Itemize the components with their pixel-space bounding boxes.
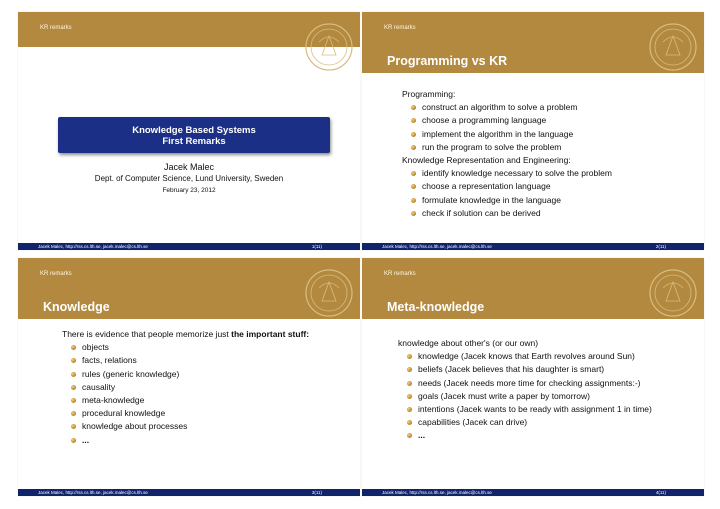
header-label: KR remarks bbox=[384, 271, 416, 277]
page-number: 2(11) bbox=[655, 244, 666, 249]
bullet-list bbox=[398, 350, 652, 442]
slide-title: Meta-knowledge bbox=[387, 300, 485, 314]
slide-3 bbox=[18, 258, 360, 496]
header-label: KR remarks bbox=[40, 271, 72, 277]
list-item: needs (Jacek needs more time for checking assignments:-) bbox=[398, 377, 652, 390]
list-item: knowledge (Jacek knows that Earth revolves around Sun) bbox=[398, 350, 652, 363]
slide-title: Programming vs KR bbox=[387, 54, 508, 68]
bullet-icon bbox=[71, 385, 76, 390]
bullet-icon bbox=[411, 211, 416, 216]
bullet-icon bbox=[411, 171, 416, 176]
slide-body bbox=[398, 337, 652, 443]
footer-author: Jacek Malec, http://rss.cs.lth.se, jacek.malec@cs.lth.se bbox=[382, 244, 492, 249]
footer-author: Jacek Malec, http://rss.cs.lth.se, jacek.malec@cs.lth.se bbox=[38, 244, 148, 249]
bullet-icon bbox=[407, 367, 412, 372]
slide-header bbox=[18, 258, 360, 319]
list-item: knowledge about processes bbox=[62, 420, 309, 433]
list-item: ... bbox=[62, 434, 309, 447]
bullet-icon bbox=[411, 132, 416, 137]
bullet-icon bbox=[411, 184, 416, 189]
footer-author: Jacek Malec, http://rss.cs.lth.se, jacek.malec@cs.lth.se bbox=[38, 490, 148, 495]
bullet-icon bbox=[411, 105, 416, 110]
header-label: KR remarks bbox=[40, 25, 72, 31]
slide-footer bbox=[18, 243, 360, 250]
list-item: check if solution can be derived bbox=[402, 207, 612, 220]
list-item: goals (Jacek must write a paper by tomorrow) bbox=[398, 390, 652, 403]
bullet-icon bbox=[411, 145, 416, 150]
list-item: choose a programming language bbox=[402, 114, 612, 127]
slide-1 bbox=[18, 12, 360, 250]
slide-header bbox=[362, 12, 704, 73]
slide-body bbox=[62, 328, 309, 447]
bullet-icon bbox=[71, 358, 76, 363]
list-item: facts, relations bbox=[62, 354, 309, 367]
list-item: formulate knowledge in the language bbox=[402, 194, 612, 207]
bullet-icon bbox=[411, 198, 416, 203]
list-item: meta-knowledge bbox=[62, 394, 309, 407]
bullet-icon bbox=[71, 345, 76, 350]
bullet-icon bbox=[411, 118, 416, 123]
slide-body bbox=[402, 88, 612, 220]
slide-2 bbox=[362, 12, 704, 250]
bullet-list bbox=[402, 167, 612, 220]
university-seal-icon bbox=[304, 22, 354, 72]
list-item: capabilities (Jacek can drive) bbox=[398, 416, 652, 429]
university-seal-icon bbox=[648, 22, 698, 72]
list-item: ... bbox=[398, 429, 652, 442]
bullet-icon bbox=[407, 354, 412, 359]
slide-header bbox=[18, 12, 360, 47]
bullet-icon bbox=[407, 433, 412, 438]
list-item: implement the algorithm in the language bbox=[402, 128, 612, 141]
bullet-icon bbox=[71, 411, 76, 416]
list-item: beliefs (Jacek believes that his daughter is smart) bbox=[398, 363, 652, 376]
intro-text: knowledge about other's (or our own) bbox=[398, 338, 539, 348]
list-item: causality bbox=[62, 381, 309, 394]
list-item: rules (generic knowledge) bbox=[62, 368, 309, 381]
emphasis-text: the important stuff bbox=[231, 329, 307, 339]
list-item: choose a representation language bbox=[402, 180, 612, 193]
footer-author: Jacek Malec, http://rss.cs.lth.se, jacek.malec@cs.lth.se bbox=[382, 490, 492, 495]
bullet-icon bbox=[407, 407, 412, 412]
slide-header bbox=[362, 258, 704, 319]
page-number: 4(11) bbox=[655, 490, 666, 495]
bullet-icon bbox=[71, 424, 76, 429]
bullet-icon bbox=[71, 398, 76, 403]
slide-title: Knowledge bbox=[43, 300, 110, 314]
slide-footer bbox=[18, 489, 360, 496]
bullet-icon bbox=[71, 438, 76, 443]
bullet-list bbox=[62, 341, 309, 447]
page-number: 3(11) bbox=[311, 490, 322, 495]
university-seal-icon bbox=[648, 268, 698, 318]
university-seal-icon bbox=[304, 268, 354, 318]
slide-footer bbox=[362, 489, 704, 496]
bullet-icon bbox=[407, 381, 412, 386]
section-heading: Knowledge Representation and Engineering: bbox=[402, 155, 571, 166]
presentation-date: February 23, 2012 bbox=[162, 187, 216, 194]
list-item: run the program to solve the problem bbox=[402, 141, 612, 154]
list-item: procedural knowledge bbox=[62, 407, 309, 420]
author-affiliation: Dept. of Computer Science, Lund University, Sweden bbox=[94, 174, 284, 183]
slide-4 bbox=[362, 258, 704, 496]
bullet-icon bbox=[407, 420, 412, 425]
intro-text: There is evidence that people memorize just the important stuff: bbox=[62, 329, 310, 339]
presentation-subtitle: First Remarks bbox=[162, 136, 226, 147]
bullet-list bbox=[402, 101, 612, 154]
list-item: objects bbox=[62, 341, 309, 354]
list-item: identify knowledge necessary to solve the problem bbox=[402, 167, 612, 180]
list-item: construct an algorithm to solve a problem bbox=[402, 101, 612, 114]
title-box bbox=[58, 117, 330, 153]
list-item: intentions (Jacek wants to be ready with assignment 1 in time) bbox=[398, 403, 652, 416]
header-label: KR remarks bbox=[384, 25, 416, 31]
bullet-icon bbox=[407, 394, 412, 399]
presentation-title: Knowledge Based Systems bbox=[132, 125, 256, 136]
author-name: Jacek Malec bbox=[163, 162, 215, 172]
bullet-icon bbox=[71, 372, 76, 377]
page-number: 1(11) bbox=[311, 244, 322, 249]
slide-footer bbox=[362, 243, 704, 250]
section-heading: Programming: bbox=[402, 89, 456, 99]
